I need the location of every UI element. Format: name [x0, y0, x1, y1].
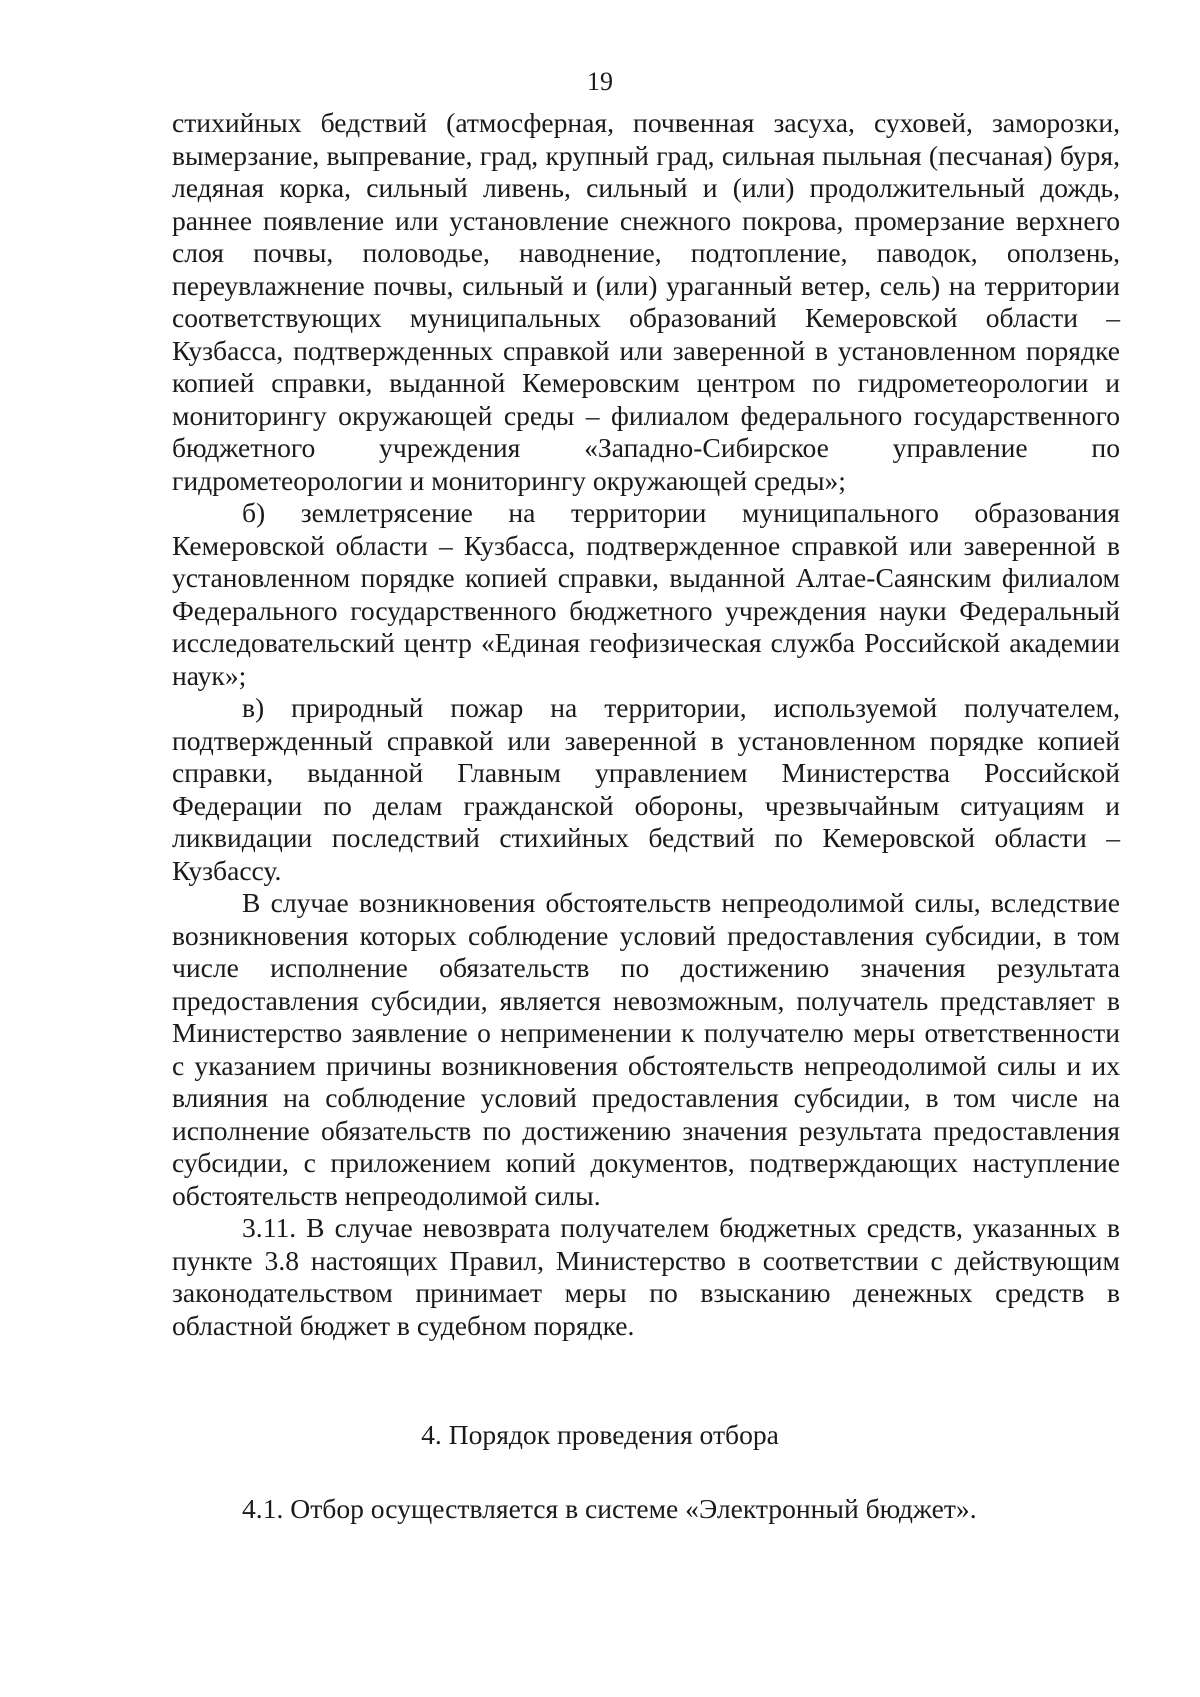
document-body [172, 107, 1120, 1342]
paragraph-item-v-wildfire: в) природный пожар на территории, используемой получателем, подтвержденный справкой или заверенной в установленном порядке копией справки, выданной Главным управлением Министерства Российской Федерации по делам гражданской обороны, чрезвычайным ситуациям и ликвидации последствий стихийных бедствий по Кемеровской области – Кузбассу. [172, 692, 1120, 886]
paragraph-continuation: стихийных бедствий (атмосферная, почвенная засуха, суховей, заморозки, вымерзание, выпревание, град, крупный град, сильная пыльная (песчаная) буря, ледяная корка, сильный ливень, сильный и (или) продолжительный дождь, раннее появление или установление снежного покрова, промерзание верхнего слоя почвы, половодье, наводнение, подтопление, паводок, оползень, переувлажнение почвы, сильный и (или) ураганный ветер, сель) на территории соответствующих муниципальных образований Кемеровской области – Кузбасса, подтвержденных справкой или заверенной в установленном порядке копией справки, выданной Кемеровским центром по гидрометеорологии и мониторингу окружающей среды – филиалом федерального государственного бюджетного учреждения «Западно-Сибирское управление по гидрометеорологии и мониторингу окружающей среды»; [172, 107, 1120, 496]
paragraph-force-majeure: В случае возникновения обстоятельств непреодолимой силы, вследствие возникновения которых соблюдение условий предоставления субсидии, в том числе исполнение обязательств по достижению значения результата предоставления субсидии, является невозможным, получатель представляет в Министерство заявление о неприменении к получателю меры ответственности с указанием причины возникновения обстоятельств непреодолимой силы и их влияния на соблюдение условий предоставления субсидии, в том числе на исполнение обязательств по достижению значения результата предоставления субсидии, с приложением копий документов, подтверждающих наступление обстоятельств непреодолимой силы. [172, 887, 1120, 1211]
page-number: 19 [587, 67, 613, 96]
section-heading: 4. Порядок проведения отбора [421, 1419, 779, 1450]
paragraph-item-b-earthquake: б) землетрясение на территории муниципального образования Кемеровской области – Кузбасса, подтвержденное справкой или заверенной в установленном порядке копией справки, выданной Алтае-Саянским филиалом Федерального государственного бюджетного учреждения науки Федеральный исследовательский центр «Единая геофизическая служба Российской академии наук»; [172, 497, 1120, 691]
clause-4-1: 4.1. Отбор осуществляется в системе «Электронный бюджет». [242, 1493, 977, 1524]
paragraph-3-11: 3.11. В случае невозврата получателем бюджетных средств, указанных в пункте 3.8 настоящих Правил, Министерство в соответствии с действующим законодательством принимает меры по взысканию денежных средств в областной бюджет в судебном порядке. [172, 1212, 1120, 1341]
